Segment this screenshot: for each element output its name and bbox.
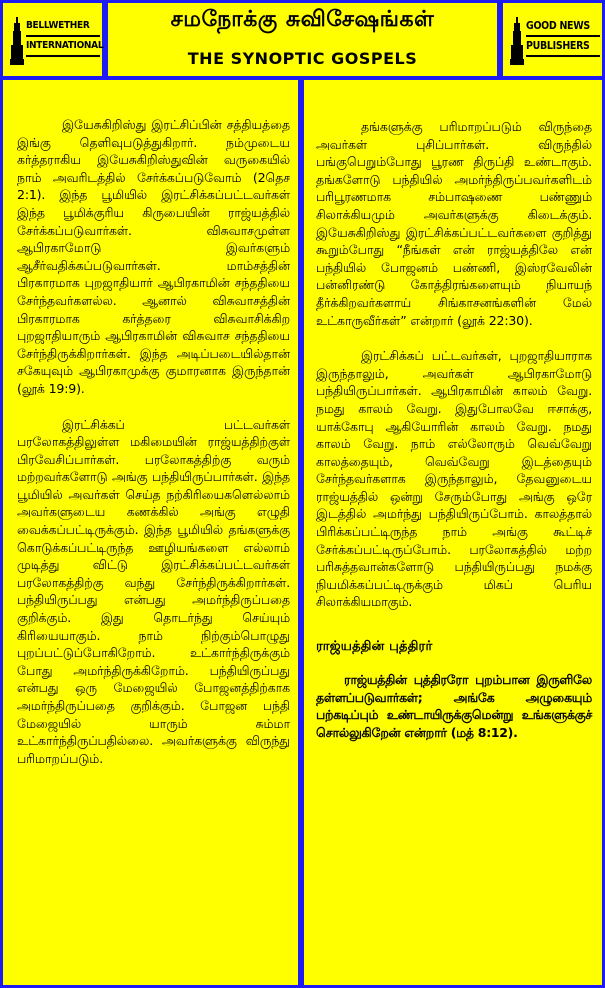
- good-news-logo: [508, 11, 598, 67]
- right-column: [304, 80, 602, 985]
- paragraph: இயேசுகிறிஸ்து இரட்சிப்பின் சத்தியத்தை இங்கு தெளிவுபடுத்துகிறார். நம்முடைய கர்த்தராகிய இயேசுகிறிஸ்துவின் வருகையில் நாம் அவரிடத்தில் சேர்க்கப்படுவோம் (2தெச 2:1). இந்த பூமியில் இரட்சிக்கப்பட்டவர்கள் இந்த பூமிக்குரிய கிருபையின் ராஜ்யத்தில் சேர்க்கப்படுவார்கள். விசுவாசமுள்ள ஆபிரகாமோடு இவர்களும் ஆசீர்வதிக்கப்படுவார்கள். மாம்சத்தின் பிரகாரமாக புறஜாதியார் ஆபிரகாமின் சந்ததியை சேர்ந்தவர்களல்ல. ஆனால் விசுவாசத்தின் பிரகாரமாக கர்த்தரை விசுவாசிக்கிற புறஜாதியாரும் ஆபிரகாமின் விசுவாச சந்ததியை சேர்ந்திருக்கிறார்கள். இந்த அடிப்படையில்தான் சகேயுவும் ஆபிரகாமுக்கு குமாரனாக இருந்தான் (லூக் 19:9).: [17, 117, 290, 396]
- header-right-panel: [503, 3, 602, 76]
- paragraph: இரட்சிக்கப் பட்டவர்கள் பரலோகத்திலுள்ள மகிமையின் ராஜ்யத்திற்குள் பிரவேசிப்பார்கள். பரலோகத்திற்கு வரும் மற்றவர்களோடு அங்கு பந்தியிருப்பார்கள். இந்த பூமியில் அவர்கள் செய்த நற்கிரியைகளெல்லாம் அவர்களுடைய கணக்கில் அங்கு எழுதி வைக்கப்பட்டிருக்கும். இந்த பூமியில் தங்களுக்கு கொடுக்கப்பட்டிருந்த ஊழியங்களை எல்லாம் முடித்து விட்டு இரட்சிக்கப்பட்டவர்கள் பரலோகத்திற்கு வந்து சேர்ந்திருக்கிறார்கள். பந்தியிருப்பது என்பது அமர்ந்திருப்பதை குறிக்கும். இது தொடர்ந்து செய்யும் கிரியையாகும். நாம் நிற்கும்பொழுது புறப்பட்டுப்போகிறோம். உட்கார்ந்திருக்கும் போது அமர்ந்திருக்கிறோம். பந்தியிருப்பது என்பது ஒரு மேஜையில் போஜனத்திற்காக அமர்ந்திருப்பதை குறிக்கும். போஜன பந்தி மேஜையில் யாரும் சும்மா உட்கார்ந்திருப்பதில்லை. அவர்களுக்கு விருந்து பரிமாறப்படும்.: [17, 416, 290, 766]
- paragraph: இரட்சிக்கப் பட்டவர்கள், புறஜாதியாராக இருந்தாலும், அவர்கள் ஆபிரகாமோடு பந்தியிருப்பார்கள். ஆபிரகாமின் காலம் வேறு. நமது காலம் வேறு. இதுபோலவே ஈசாக்கு, யாக்கோபு ஆகியோரின் காலம் வேறு. நமது காலம் வேறு. நாம் எல்லோரும் வெவ்வேறு காலத்தையும், வெவ்வேறு இடத்தையும் சேர்ந்தவர்களாக இருந்தாலும், தேவனுடைய ராஜ்யத்தில் ஒன்று சேரும்போது அங்கு ஒரே இடத்தில் அமர்ந்து பந்தியிருப்போம். காலத்தால் பிரிக்கப்பட்டிருந்த நாம் அங்கு கூட்டிச் சேர்க்கப்பட்டிருப்போம். பரலோகத்தில் மற்ற பரிசுத்தவான்களோடு பந்தியிருப்பது நமக்கு நியமிக்கப்பட்டிருக்கும் மிகப் பெரிய சிலாக்கியமாகும்.: [316, 348, 592, 610]
- left-column: [3, 80, 298, 985]
- logo-line2: PUBLISHERS: [526, 37, 600, 57]
- page-title-tamil: சமநோக்கு சுவிசேஷங்கள்: [170, 7, 435, 32]
- header-left-panel: [3, 3, 102, 76]
- bellwether-logo: [8, 11, 104, 67]
- logo-line1: BELLWETHER: [26, 17, 100, 37]
- page-title-english: THE SYNOPTIC GOSPELS: [187, 49, 418, 68]
- bellwether-building-icon: [10, 17, 24, 65]
- scripture-quote: ராஜ்யத்தின் புத்திரரோ புறம்பான இருளிலே தள்ளப்படுவார்கள்; அங்கே அழுகையும் பற்கடிப்பும் உண்டாயிருக்குமென்று உங்களுக்குச் சொல்லுகிறேன் என்றார் (மத் 8:12).: [316, 672, 592, 740]
- logo-line2: INTERNATIONAL: [26, 37, 100, 57]
- logo-line1: GOOD NEWS: [526, 17, 600, 37]
- good-news-building-icon: [510, 17, 524, 65]
- paragraph: தங்களுக்கு பரிமாறப்படும் விருந்தை அவர்கள் புசிப்பார்கள். விருந்தில் பங்குபெறும்போது பூரண திருப்தி உண்டாகும். தங்களோடு பந்தியில் அமர்ந்திருப்பவர்களிடம் பரிபூரணமாக சம்பாஷணை பண்ணும் சிலாக்கியமும் அவர்களுக்கு கிடைக்கும். இயேசுகிறிஸ்து இரட்சிக்கப்பட்டவர்களை குறித்து கூறும்போது “நீங்கள் என் ராஜ்யத்திலே என் பந்தியில் போஜனம் பண்ணி, இஸ்ரவேலின் பன்னிரண்டு கோத்திரங்களையும் நியாயந் தீர்க்கிறவர்களாய் சிங்காசனங்களின் மேல் உட்காருவீர்கள்” என்றார் (லூக் 22:30).: [316, 119, 592, 328]
- section-heading: ராஜ்யத்தின் புத்திரர்: [316, 639, 433, 655]
- header-title-panel: [108, 3, 497, 76]
